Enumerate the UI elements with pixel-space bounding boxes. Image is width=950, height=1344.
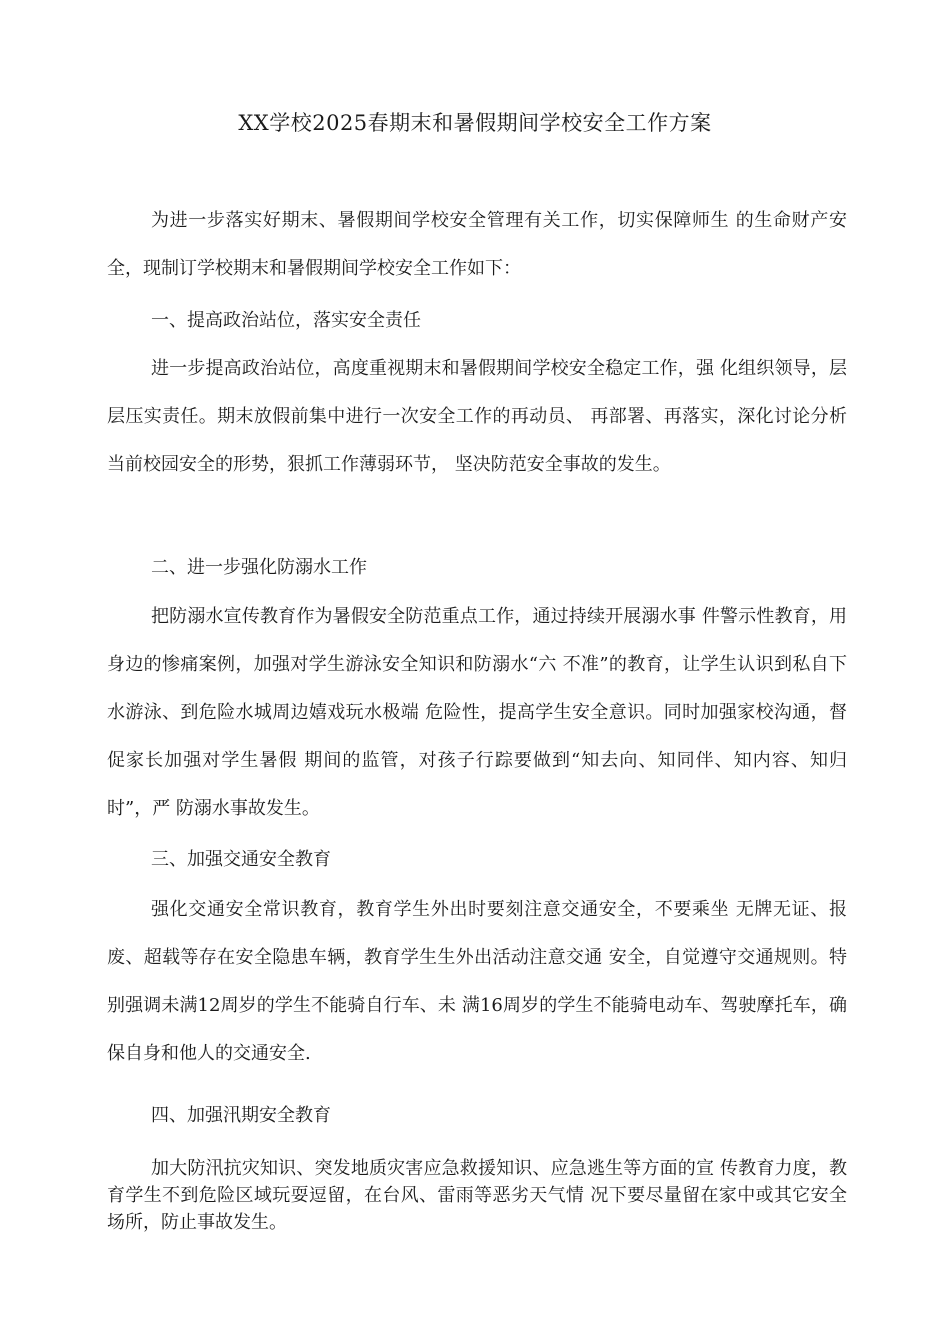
section-body-2: 把防溺水宣传教育作为暑假安全防范重点工作，通过持续开展溺水事 件警示性教育，用身边的惨痛案例，加强对学生游泳安全知识和防溺水“六 不准”的教育，让学生认识到私自下水游泳、到危险水城周边嬉戏玩水极端 危险性，提高学生安全意识。同时加强家校沟通，督促家长加强对学生暑假 期间的监管，对孩子行踪要做到“知去向、知同伴、知内容、知归时”，严 防溺水事故发生。 xyxy=(107,606,847,819)
section-heading-2: 二、进一步强化防溺水工作 xyxy=(151,557,367,578)
document-title: XX学校2025春期末和暑假期间学校安全工作方案 xyxy=(238,111,712,135)
section-body-4: 加大防汛抗灾知识、突发地质灾害应急救援知识、应急逃生等方面的宣 传教育力度，教育学生不到危险区域玩耍逗留，在台风、雷雨等恶劣天气情 况下要尽量留在家中或其它安全场所，防止事故发生。 xyxy=(107,1158,847,1233)
section-body-3: 强化交通安全常识教育，教育学生外出时要刻注意交通安全，不要乘坐 无牌无证、报废、超载等存在安全隐患车辆，教育学生生外出活动注意交通 安全，自觉遵守交通规则。特别强调未满12周岁的学生不能骑自行车、未 满16周岁的学生不能骑电动车、驾驶摩托车，确保自身和他人的交通安全. xyxy=(107,899,847,1064)
section-heading-4: 四、加强汛期安全教育 xyxy=(151,1105,331,1126)
section-body-1: 进一步提高政治站位，高度重视期末和暑假期间学校安全稳定工作，强 化组织领导，层层压实责任。期末放假前集中进行一次安全工作的再动员、 再部署、再落实，深化讨论分析当前校园安全的形势，狠抓工作薄弱环节， 坚决防范安全事故的发生。 xyxy=(107,358,847,475)
intro-paragraph: 为进一步落实好期末、暑假期间学校安全管理有关工作，切实保障师生 的生命财产安全，现制订学校期末和暑假期间学校安全工作如下： xyxy=(107,210,847,279)
section-heading-1: 一、提高政治站位，落实安全责任 xyxy=(151,310,421,331)
section-heading-3: 三、加强交通安全教育 xyxy=(151,849,331,870)
